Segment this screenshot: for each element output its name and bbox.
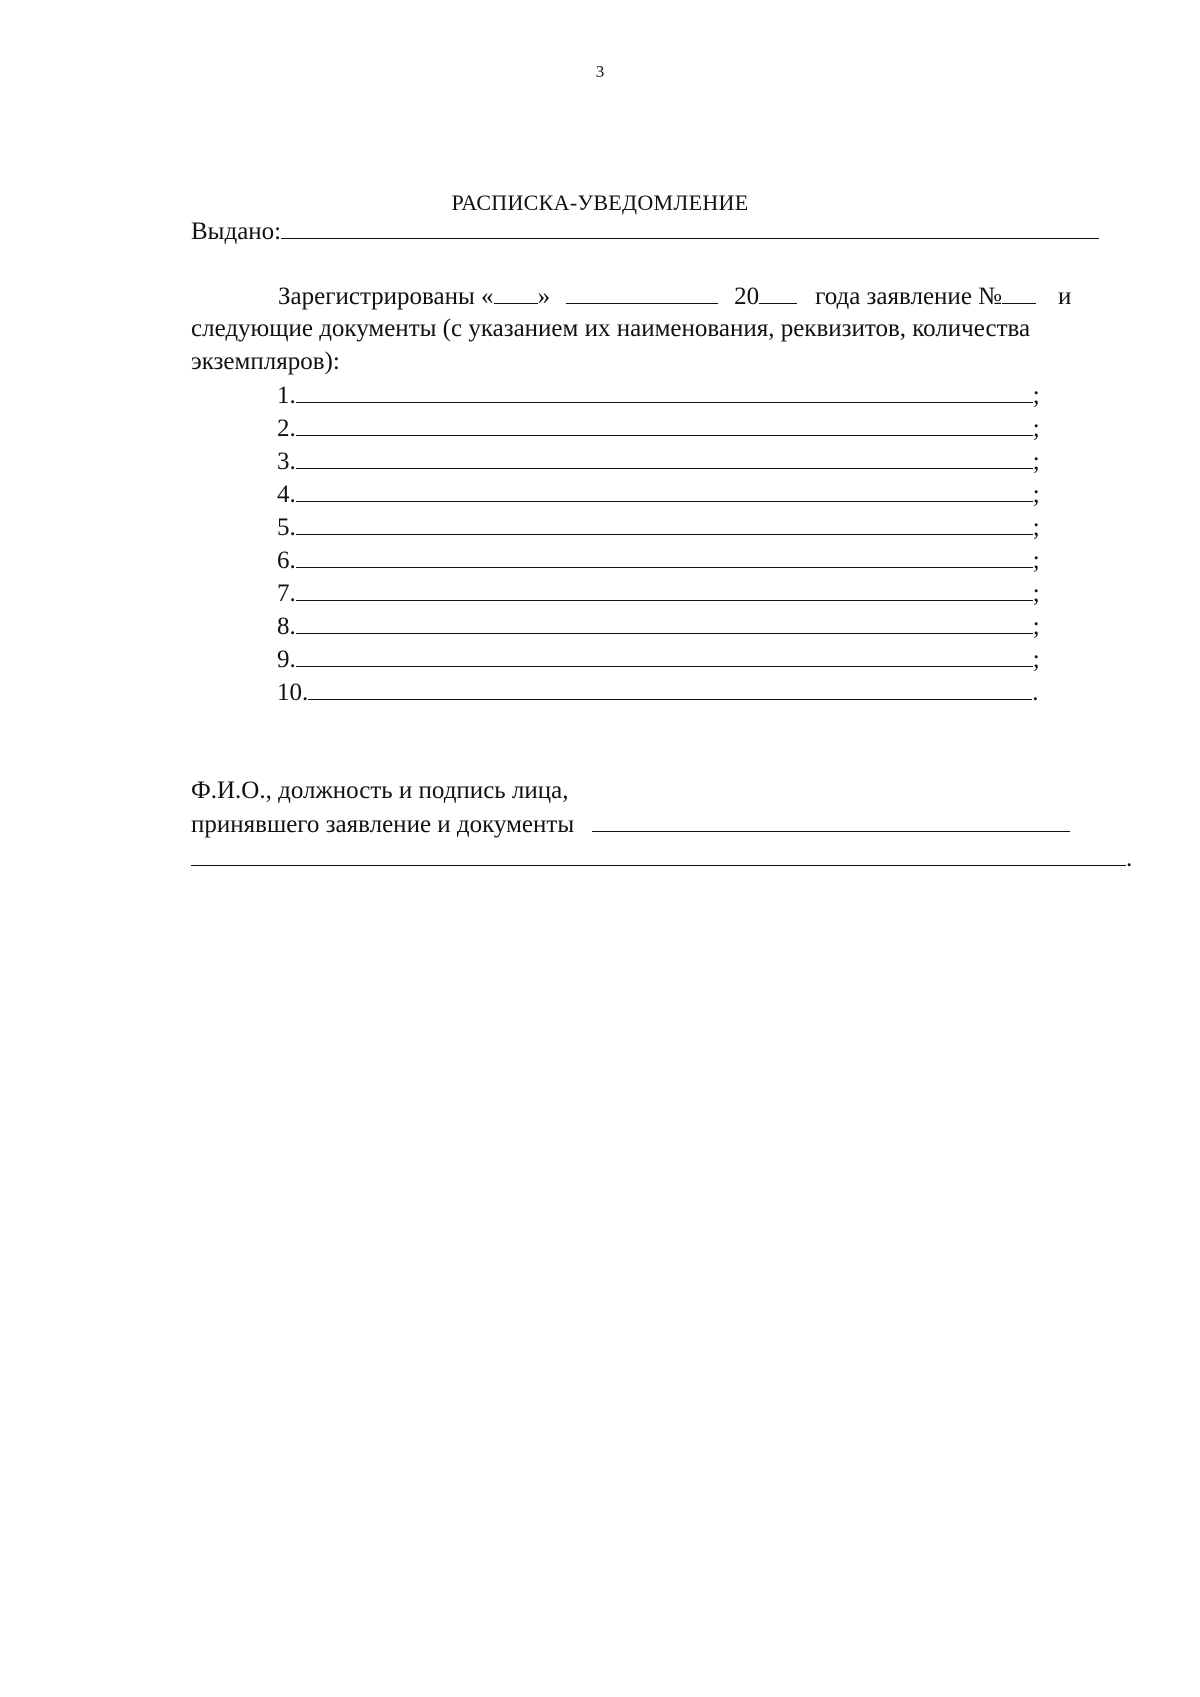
item-end: ; [1032, 382, 1040, 409]
item-end: ; [1032, 514, 1040, 541]
item-blank[interactable] [296, 545, 1033, 568]
item-number: 3. [277, 448, 296, 475]
signature-blank[interactable] [592, 809, 1070, 832]
item-blank[interactable] [296, 611, 1033, 634]
signature-label-2: принявшего заявление и документы [191, 811, 575, 838]
list-item [277, 479, 1040, 512]
item-blank[interactable] [296, 578, 1033, 601]
registration-text-1: Зарегистрированы « [278, 283, 494, 310]
item-end: ; [1032, 646, 1040, 673]
registration-line-2: следующие документы (с указанием их наименования, реквизитов, количества [191, 315, 1031, 342]
item-number: 5. [277, 514, 296, 541]
signature-end: . [1126, 845, 1133, 872]
item-number: 7. [277, 580, 296, 607]
item-end: ; [1032, 481, 1040, 508]
item-number: 9. [277, 646, 296, 673]
signature-continuation-blank[interactable] [191, 843, 1126, 866]
list-item [277, 413, 1040, 446]
item-end: ; [1032, 613, 1040, 640]
registration-text-2: » [537, 283, 551, 310]
issued-label: Выдано: [191, 218, 282, 245]
list-item [277, 578, 1040, 611]
item-blank[interactable] [296, 413, 1033, 436]
document-title: РАСПИСКА-УВЕДОМЛЕНИЕ [451, 190, 749, 215]
signature-label-1: Ф.И.О., должность и подпись лица, [191, 777, 569, 804]
list-item [277, 677, 1040, 710]
list-item [277, 611, 1040, 644]
item-blank[interactable] [308, 677, 1032, 700]
item-blank[interactable] [296, 446, 1033, 469]
item-blank[interactable] [296, 512, 1033, 535]
registration-text-5: и [1058, 283, 1072, 310]
item-end: ; [1032, 448, 1040, 475]
signature-line-2 [191, 809, 1070, 840]
registration-line-3: экземпляров): [191, 348, 340, 375]
item-number: 2. [277, 415, 296, 442]
item-number: 10. [277, 679, 309, 706]
signature-continuation-line [191, 843, 1132, 874]
item-number: 1. [277, 382, 296, 409]
item-number: 4. [277, 481, 296, 508]
list-item [277, 545, 1040, 578]
item-blank[interactable] [296, 479, 1033, 502]
item-end: ; [1032, 580, 1040, 607]
item-blank[interactable] [296, 644, 1033, 667]
registration-text-3: 20 [734, 283, 760, 310]
documents-list [277, 380, 1040, 710]
item-end: ; [1032, 415, 1040, 442]
item-number: 8. [277, 613, 296, 640]
list-item [277, 644, 1040, 677]
item-blank[interactable] [296, 380, 1033, 403]
item-number: 6. [277, 547, 296, 574]
issued-line [191, 216, 1099, 247]
item-end: . [1032, 679, 1039, 706]
application-number-blank[interactable] [1002, 281, 1036, 304]
issued-blank[interactable] [281, 216, 1099, 239]
list-item [277, 446, 1040, 479]
registration-line-1 [278, 281, 1138, 312]
month-blank[interactable] [566, 281, 718, 304]
item-end: ; [1032, 547, 1040, 574]
registration-text-4: года заявление № [815, 283, 1003, 310]
year-blank[interactable] [759, 281, 797, 304]
day-blank[interactable] [494, 281, 538, 304]
list-item [277, 380, 1040, 413]
list-item [277, 512, 1040, 545]
page-number: 3 [595, 62, 605, 81]
